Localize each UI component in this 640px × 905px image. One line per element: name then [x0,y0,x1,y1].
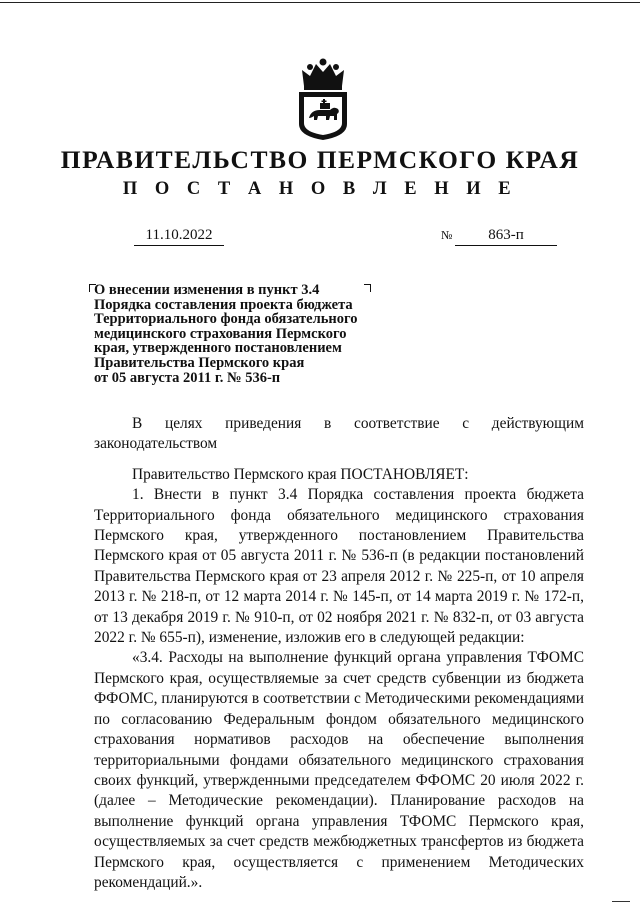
decree-paragraph: Правительство Пермского края ПОСТАНОВЛЯЕТ: [132,465,469,483]
document-number: 863-п [455,227,557,246]
page-corner-mark [612,897,630,902]
top-scan-rule [0,2,640,3]
number-sign: № [441,228,453,242]
document-number-field [441,227,561,246]
government-title: ПРАВИТЕЛЬСТВО ПЕРМСКОГО КРАЯ [60,145,580,174]
subject-line: О внесении изменения в пункт 3.4 [94,282,320,298]
item-3-4-paragraph: «3.4. Расходы на выполнение функций органа управления ТФОМС Пермского края, осуществляемые за счет средств субвенции из бюджета ФФОМС, планируются в соответствии с Методическими рекомендациями по согласованию Федеральным фондом обязательного медицинского страхования нормативов расходов на обеспечение выполнения территориальными фондами обязательного медицинского страхования своих функций, утвержденными председателем ФФОМС 20 июля 2022 г. (далее – Методические рекомендации). Планирование расходов на выполнение функций органа управления ТФОМС Пермского края, осуществляемых за счет средств межбюджетных трансфертов из бюджета Пермского края, осуществляется с применением Методических рекомендаций.». [94,649,584,891]
subject-line: Порядка составления проекта бюджета [94,296,353,313]
subject-line: Территориального фонда обязательного [94,311,358,328]
subject-line: Правительства Пермского края [94,354,305,371]
document-subject [94,283,394,385]
document-type: П О С Т А Н О В Л Е Н И Е [122,179,518,199]
document-body [94,414,584,893]
coat-of-arms-icon [296,56,350,140]
item-1-paragraph: 1. Внести в пункт 3.4 Порядка составления проекта бюджета Территориального фонда обязательного медицинского страхования Пермского края, утвержденного постановлением Правительства Пермского края от 05 августа 2011 г. № 536-п (в редакции постановлений Правительства Пермского края от 23 апреля 2012 г. № 225-п, от 10 апреля 2013 г. № 218-п, от 12 марта 2014 г. № 145-п, от 14 марта 2019 г. № 172-п, от 13 декабря 2019 г. № 910-п, от 02 ноября 2021 г. № 832-п, от 03 августа 2022 г. № 655-п), изменение, изложив его в следующей редакции: [94,486,584,647]
preamble-paragraph: В целях приведения в соответствие с действующим законодательством [94,415,584,453]
document-date: 11.10.2022 [134,227,224,246]
subject-line: медицинского страхования Пермского [94,325,347,342]
subject-line: края, утвержденного постановлением [94,340,342,357]
subject-line: от 05 августа 2011 г. № 536-п [94,369,281,386]
